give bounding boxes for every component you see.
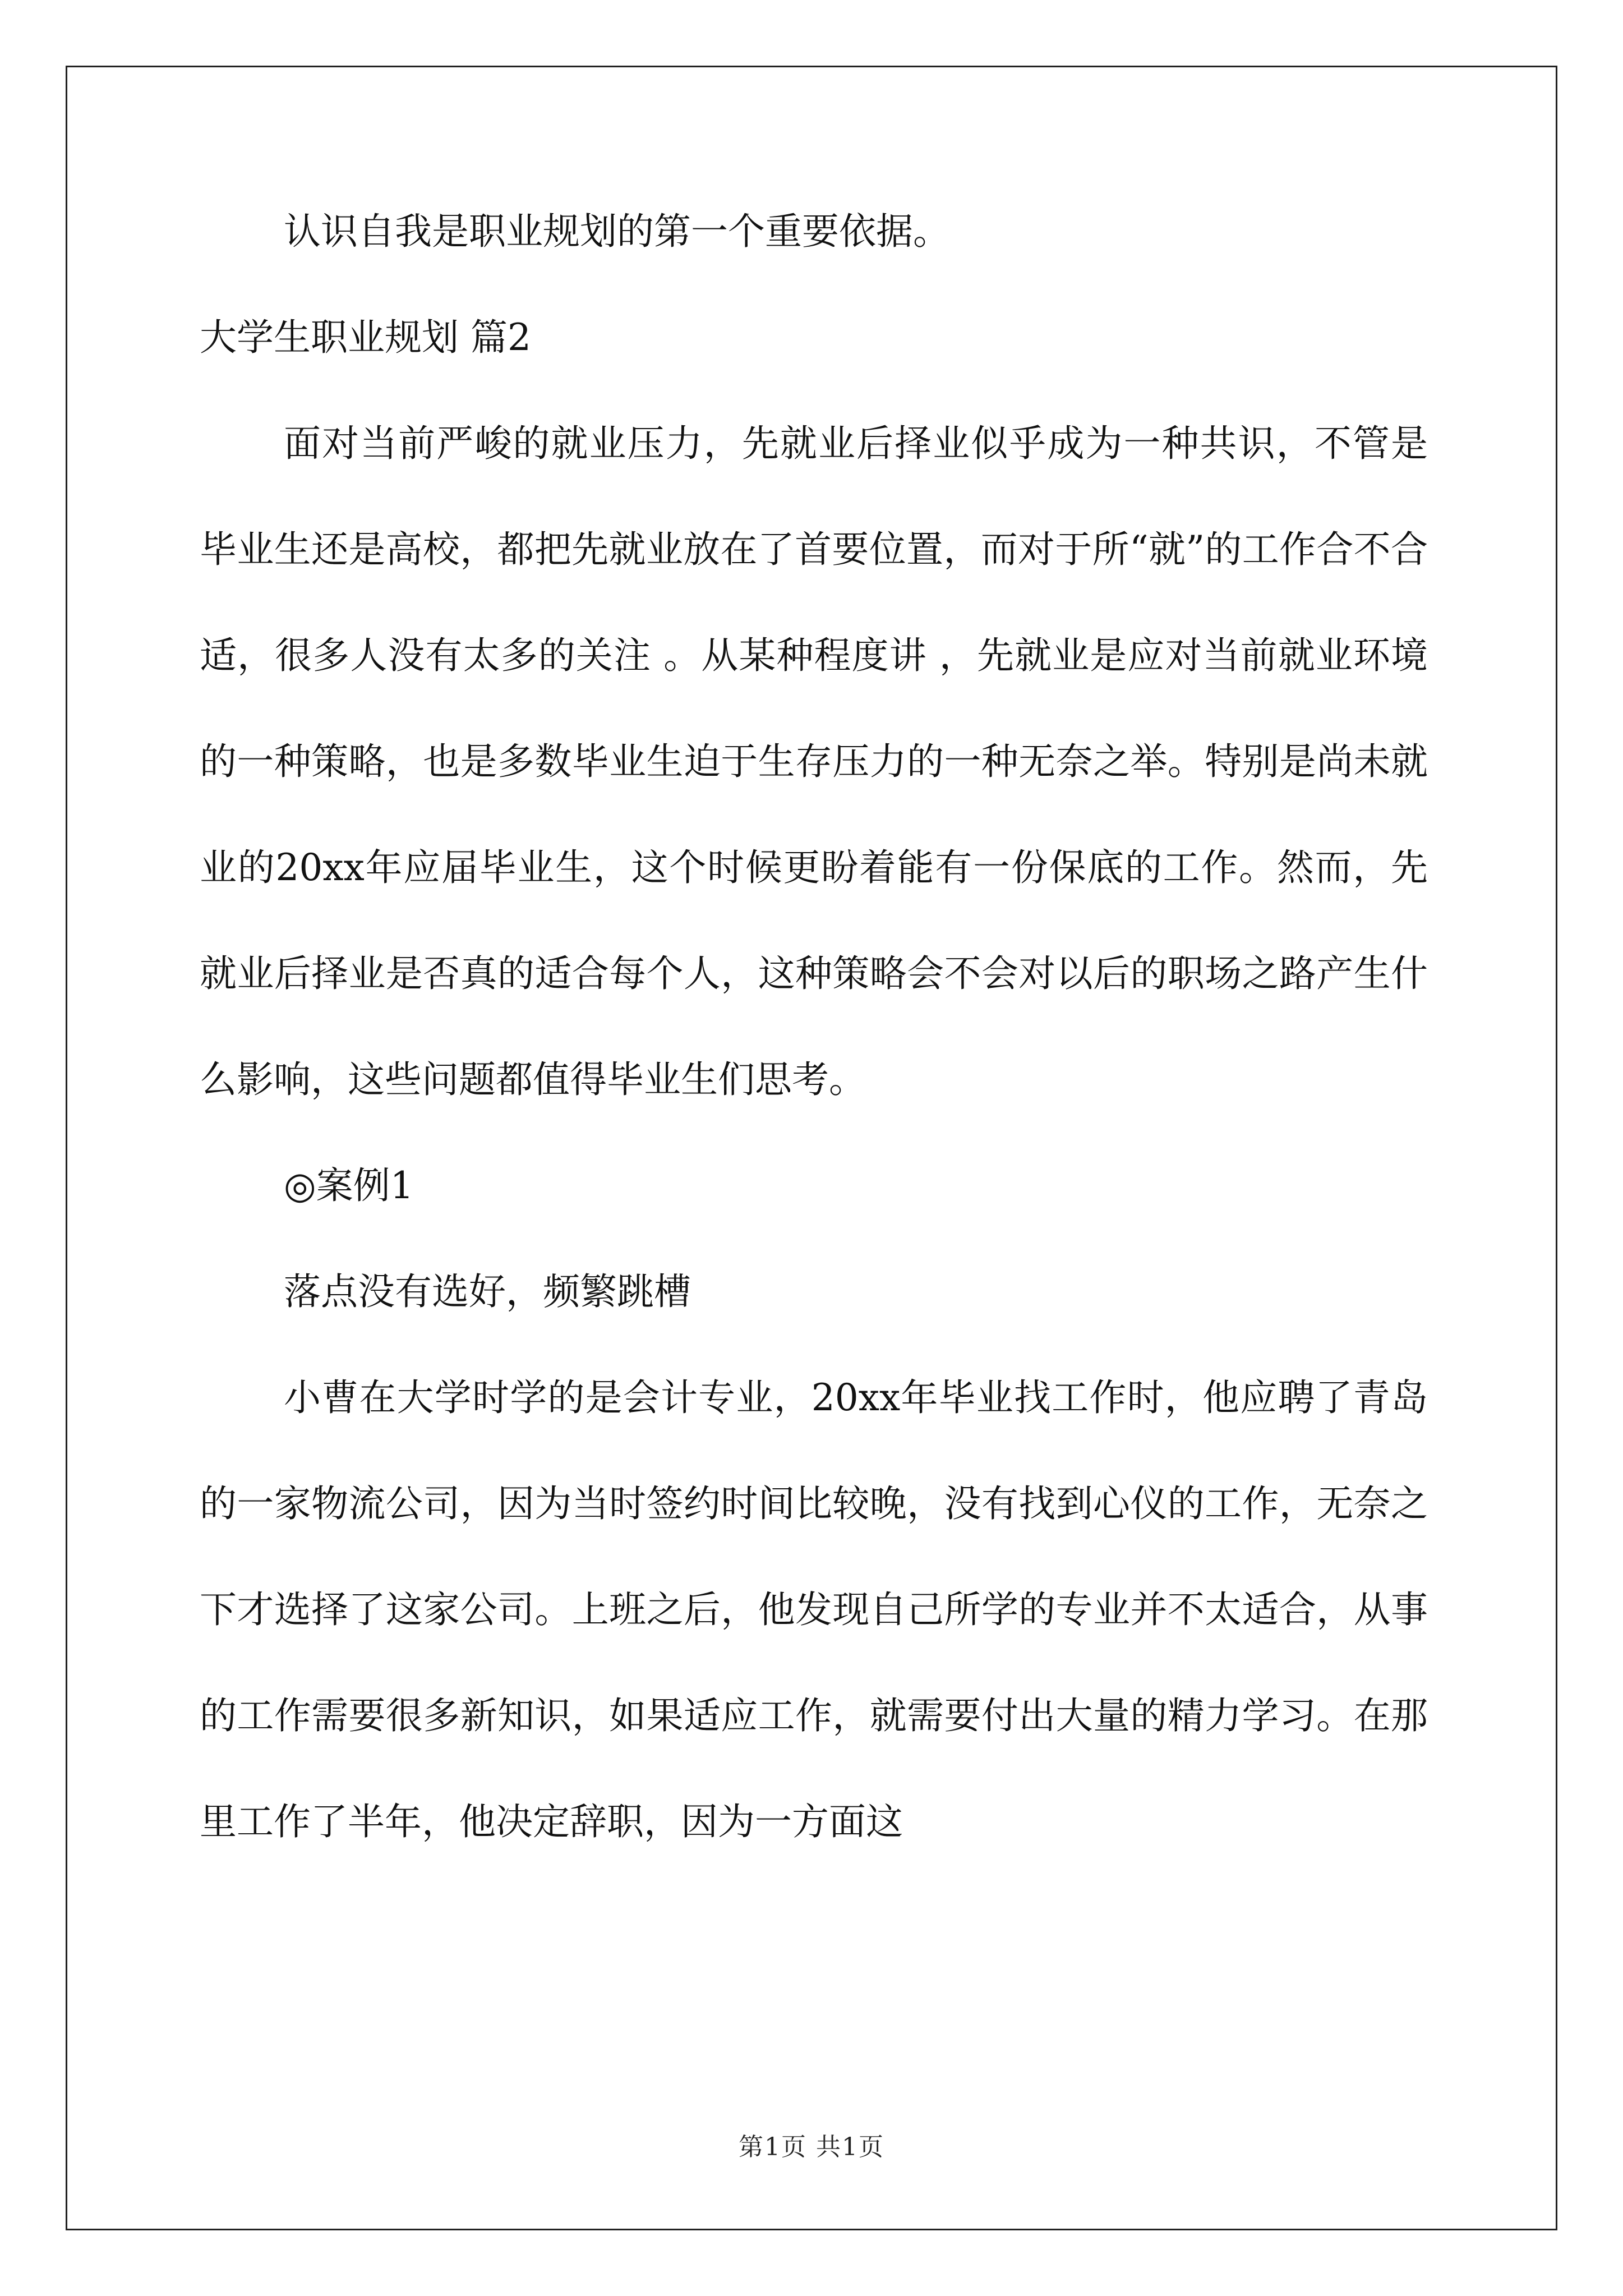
case-label: ◎案例1	[284, 1164, 414, 1207]
case-title: 落点没有选好，频繁跳槽	[284, 1270, 691, 1313]
document-body	[200, 208, 1428, 1904]
section-heading: 大学生职业规划 篇2	[200, 316, 531, 359]
page-footer: 第1页 共1页	[739, 2133, 884, 2161]
paragraph-1: 面对当前严峻的就业压力，先就业后择业似乎成为一种共识，不管是毕业生还是高校，都把先就业放在了首要位置，而对于所“就”的工作合不合适，很多人没有太多的关注 。从某种程度讲 ，先就业是应对当前就业环境的一种策略，也是多数毕业生迫于生存压力的一种无奈之举。特别是尚未就业的20xx年应届毕业生，这个时候更盼着能有一份保底的工作。然而，先就业后择业是否真的适合每个人，这种策略会不会对以后的职场之路产生什么影响，这些问题都值得毕业生们思考。	[200, 422, 1428, 1101]
paragraph-2: 小曹在大学时学的是会计专业，20xx年毕业找工作时，他应聘了青岛的一家物流公司，因为当时签约时间比较晚，没有找到心仪的工作，无奈之下才选择了这家公司。上班之后，他发现自己所学的专业并不太适合，从事的工作需要很多新知识，如果适应工作，就需要付出大量的精力学习。在那里工作了半年，他决定辞职，因为一方面这	[200, 1376, 1428, 1843]
intro-sentence: 认识自我是职业规划的第一个重要依据。	[284, 210, 950, 253]
